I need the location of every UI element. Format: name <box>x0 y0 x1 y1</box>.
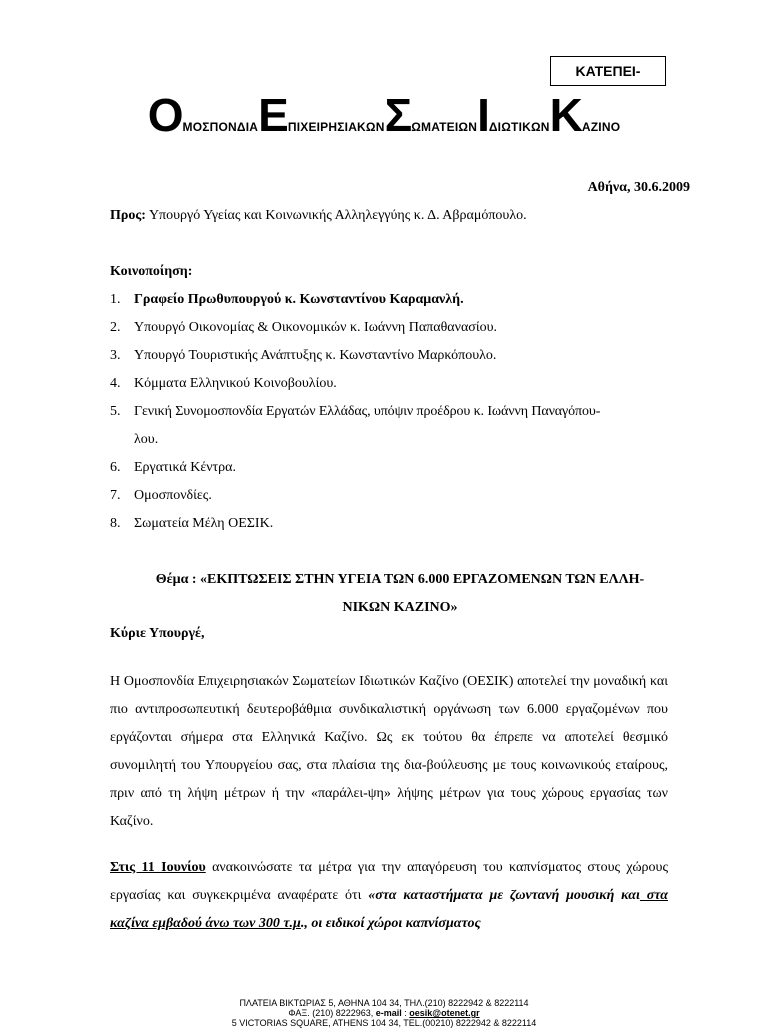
paragraph-2-lead: Στις 11 Ιουνίου <box>110 860 206 875</box>
cc-item-text-continued: λου. <box>134 432 159 447</box>
cc-item-number: 5. <box>110 404 121 419</box>
recipient-line <box>110 208 527 224</box>
footer-fax: ΦΑΞ. (210) 8222963, <box>288 1008 376 1018</box>
cc-item-number: 3. <box>110 348 121 363</box>
cc-item-number: 6. <box>110 460 121 475</box>
cc-item-text: Ομοσπονδίες. <box>134 488 212 503</box>
cc-item-text: Υπουργό Τουριστικής Ανάπτυξης κ. Κωνσταντίνο Μαρκόπουλο. <box>134 348 497 363</box>
footer-separator: : <box>401 1008 410 1018</box>
paragraph-2-quote-part-2: στα καζίνα εμβαδού άνω των 300 τ.μ <box>110 888 668 931</box>
org-word-4-rest: ΔΙΩΤΙΚΩΝ <box>488 120 550 134</box>
paragraph-2-quote-part-3: ., οι ειδικοί χώροι καπνίσματος <box>300 916 481 931</box>
org-word-1-initial: Ο <box>147 89 183 141</box>
org-word-5-initial: Κ <box>549 89 582 141</box>
footer-email-link[interactable]: oesik@otenet.gr <box>409 1008 480 1018</box>
cc-item-number: 8. <box>110 516 121 531</box>
cc-item-number: 7. <box>110 488 121 503</box>
urgent-stamp-box <box>550 56 666 86</box>
paragraph-1: Η Ομοσπονδία Επιχειρησιακών Σωματείων Ιδιωτικών Καζίνο (ΟΕΣΙΚ) αποτελεί την μοναδική και πιο αντιπροσωπευτική δευτεροβάθμια συνδικαλιστική οργάνωση των 6.000 εργαζομένων που εργάζονται σήμερα στα Ελληνικά Καζίνο. Ως εκ τούτου θα έπρεπε να αποτελεί θεσμικό συνομιλητή του Υπουργείου σας, στα πλαίσια της δια-βούλευσης με τους κοινωνικούς εταίρους, πριν από τη λήψη μέτρων ή την «παράλει-ψη» λήψης μέτρων για τους χώρους εργασίας των Καζίνο. <box>110 674 668 829</box>
footer-address: ΠΛΑΤΕΙΑ ΒΙΚΤΩΡΙΑΣ 5, ΑΘΗΝΑ 104 34, ΤΗΛ.(210) 8222942 & 8222114 <box>239 998 529 1008</box>
paragraph-2-quote-part-1: «στα καταστήματα με ζωντανή μουσική και <box>368 888 640 903</box>
org-word-2-rest: ΠΙΧΕΙΡΗΣΙΑΚΩΝ <box>287 120 385 134</box>
cc-item-text: Γενική Συνομοσπονδία Εργατών Ελλάδας, υπόψιν προέδρου κ. Ιωάννη Παναγόπου- <box>134 404 601 419</box>
salutation: Κύριε Υπουργέ, <box>110 626 205 641</box>
org-word-5-rest: ΑΖΙΝΟ <box>581 120 621 134</box>
cc-item-text: Γραφείο Πρωθυπουργού κ. Κωνσταντίνου Καραμανλή. <box>134 292 464 307</box>
cc-label: Κοινοποίηση: <box>110 264 193 279</box>
org-word-3-rest: ΩΜΑΤΕΙΩΝ <box>411 120 478 134</box>
footer-english-address: 5 VICTORIAS SQUARE, ATHENS 104 34, TEL.(00210) 8222942 & 8222114 <box>231 1018 537 1028</box>
urgent-stamp-text: ΚΑΤΕΠΕΙ- <box>575 63 641 79</box>
paragraph-2 <box>110 854 668 938</box>
recipient-text: Υπουργό Υγείας και Κοινωνικής Αλληλεγγύης κ. Δ. Αβραμόπουλο. <box>148 208 527 223</box>
org-word-3-initial: Σ <box>384 89 412 141</box>
paragraph-2-text: ανακοινώσατε τα μέτρα για την απαγόρευση του καπνίσματος στους χώρους εργασίας και συγκεκριμένα αναφέρατε ότι <box>110 860 668 903</box>
recipient-label: Προς: <box>110 208 146 223</box>
org-word-4-initial: Ι <box>477 89 489 141</box>
organization-header <box>0 89 768 141</box>
cc-item-text: Κόμματα Ελληνικού Κοινοβουλίου. <box>134 376 337 391</box>
subject-line-2: ΝΙΚΩΝ ΚΑΖΙΝΟ» <box>342 600 458 615</box>
footer-email-label: e-mail <box>375 1008 402 1018</box>
org-word-2-initial: Ε <box>258 89 288 141</box>
cc-item-number: 1. <box>110 292 121 307</box>
cc-item-number: 4. <box>110 376 121 391</box>
footer-contact <box>0 1008 768 1018</box>
org-word-1-rest: ΜΟΣΠΟΝΔΙΑ <box>182 120 259 134</box>
cc-item-text: Εργατικά Κέντρα. <box>134 460 236 475</box>
cc-item-number: 2. <box>110 320 121 335</box>
cc-item-text: Σωματεία Μέλη ΟΕΣΙΚ. <box>134 516 274 531</box>
cc-item-text: Υπουργό Οικονομίας & Οικονομικών κ. Ιωάννη Παπαθανασίου. <box>134 320 498 335</box>
subject-line-1: Θέμα : «ΕΚΠΤΩΣΕΙΣ ΣΤΗΝ ΥΓΕΙΑ ΤΩΝ 6.000 ΕΡΓΑΖΟΜΕΝΩΝ ΤΩΝ ΕΛΛΗ- <box>155 572 645 587</box>
letter-date: Αθήνα, 30.6.2009 <box>587 180 690 195</box>
